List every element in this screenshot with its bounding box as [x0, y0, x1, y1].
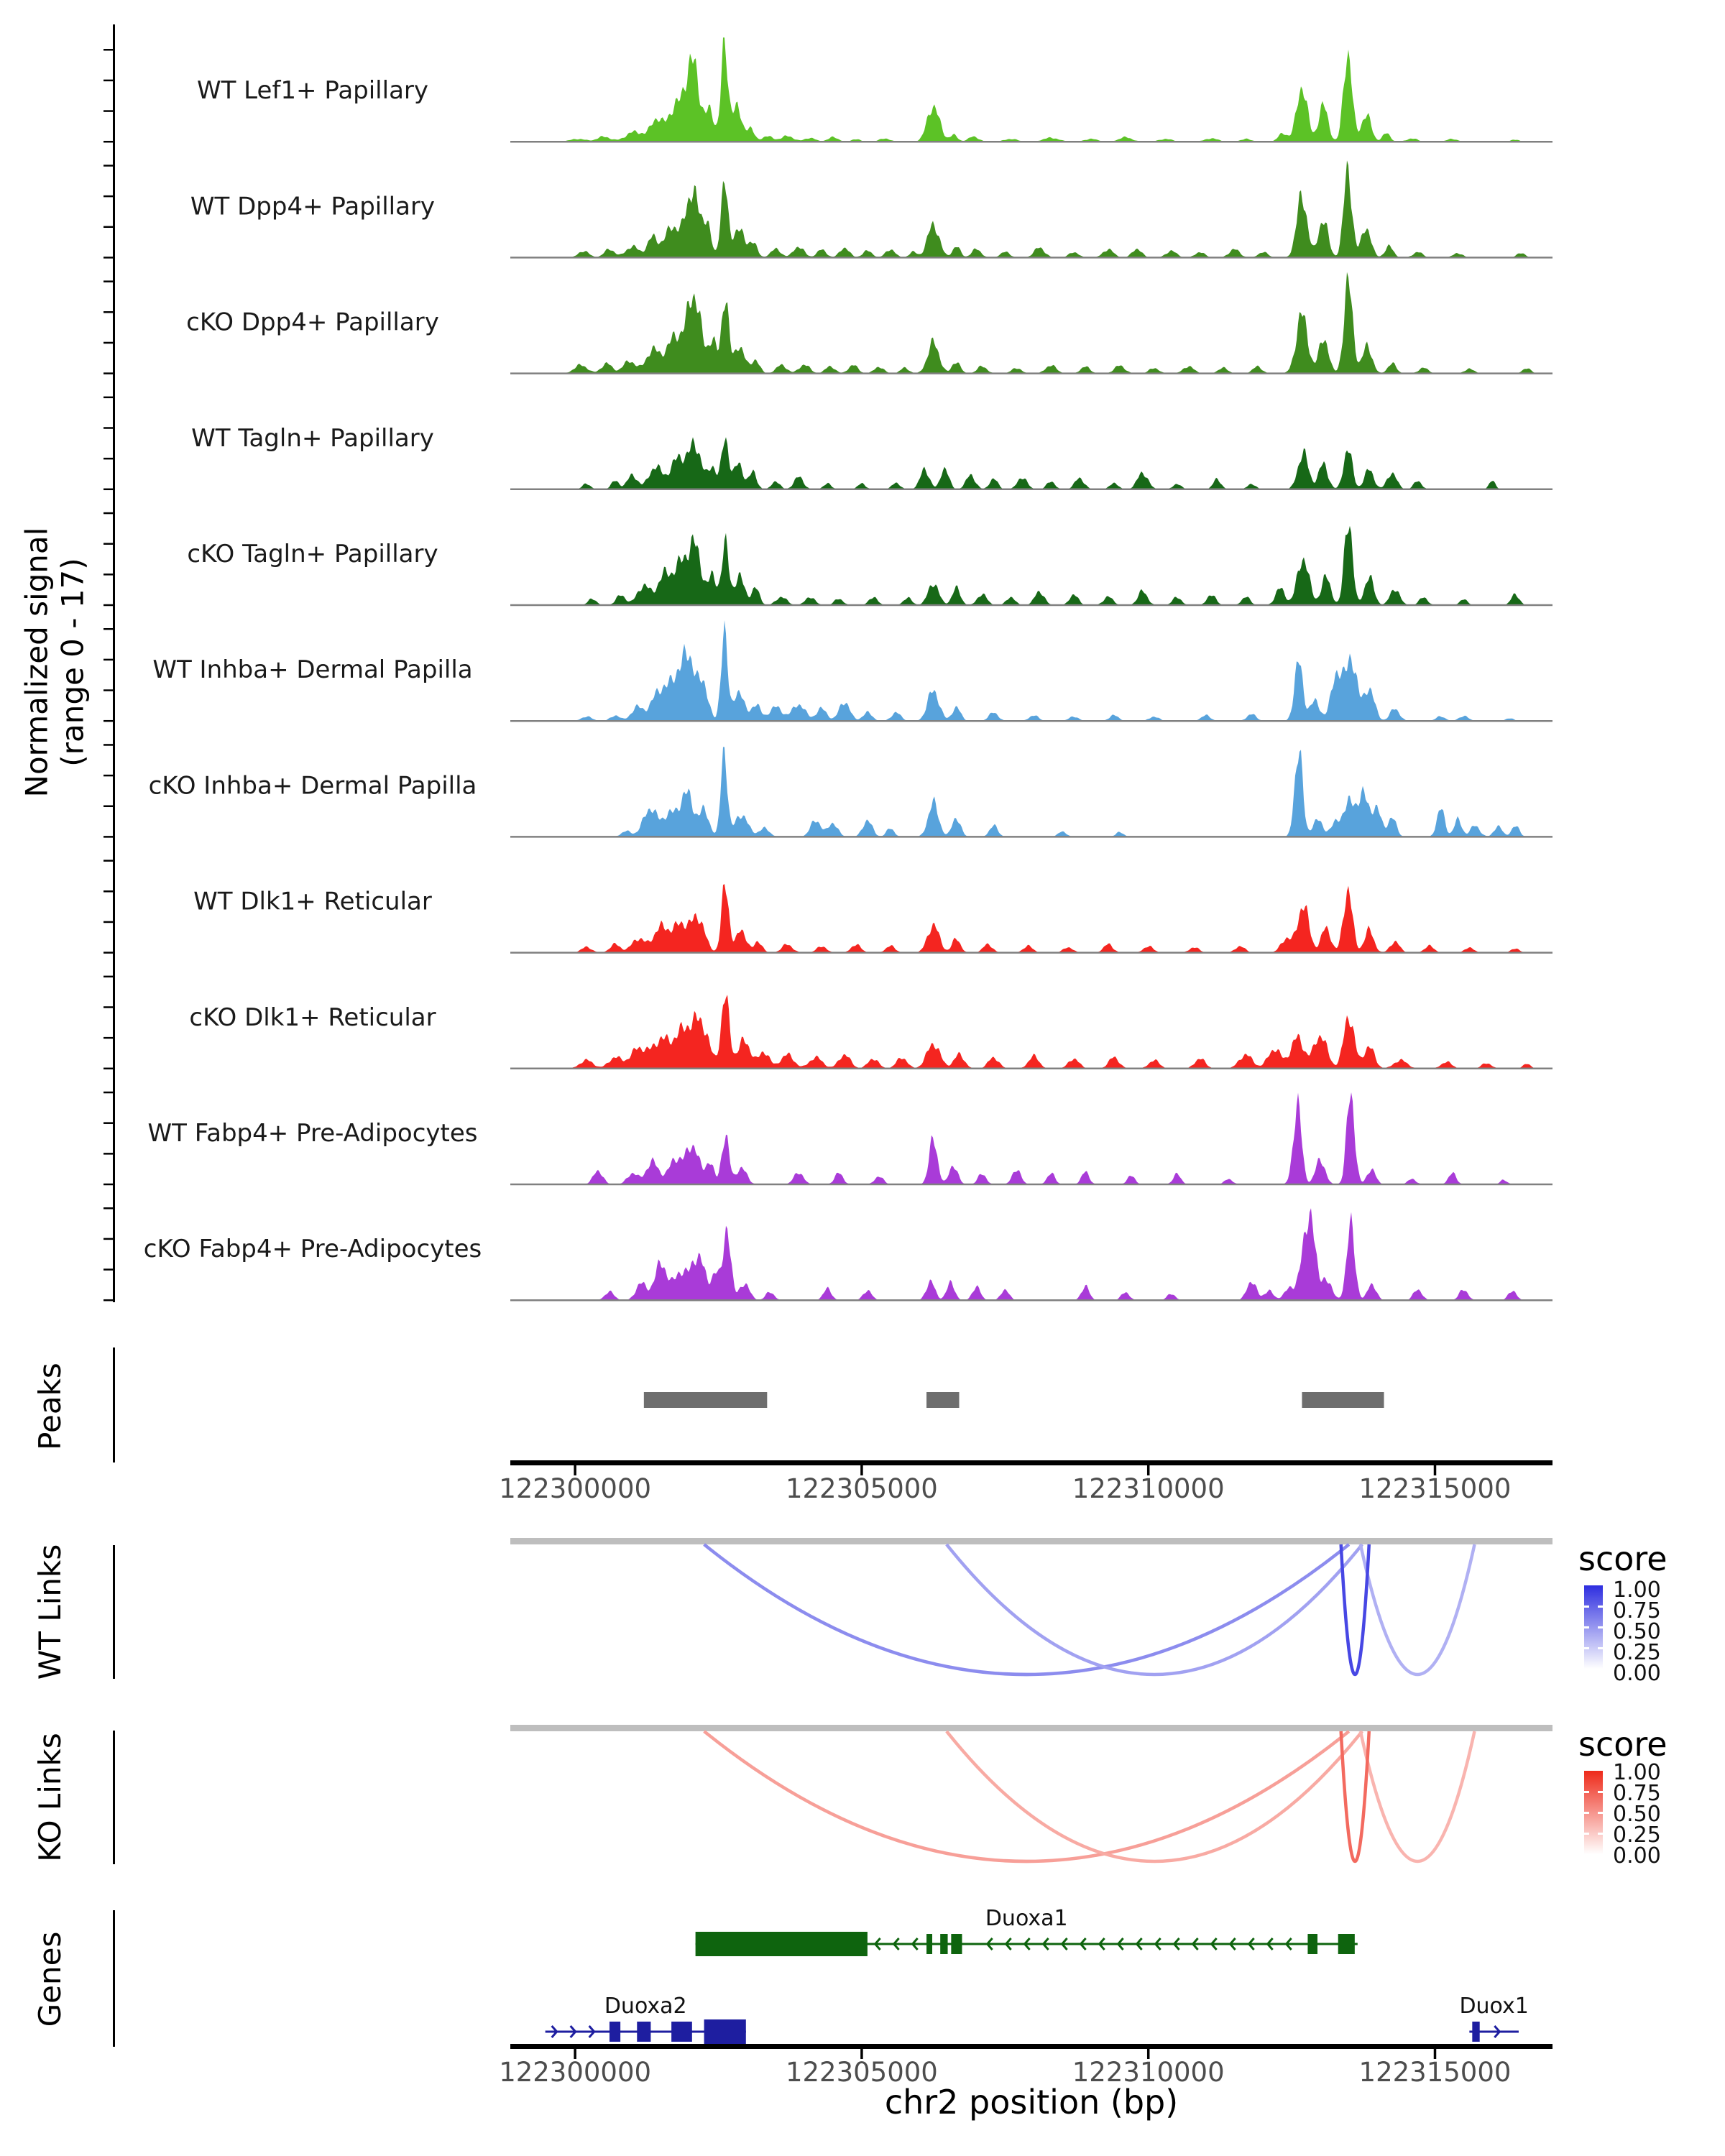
genome-axis-line: [510, 2044, 1552, 2049]
signal-track-5: [104, 620, 1552, 722]
y-axis-tick: [104, 458, 114, 460]
y-axis-tick: [104, 744, 114, 746]
y-axis-tick: [104, 195, 114, 198]
peaks-panel-label: Peaks: [32, 1363, 68, 1450]
coverage-area: [510, 526, 1552, 605]
y-axis-tick: [104, 1299, 114, 1302]
y-axis-tick: [104, 1238, 114, 1240]
y-axis-tick: [104, 836, 114, 838]
coverage-area: [510, 37, 1552, 142]
y-axis-tick: [104, 1122, 114, 1124]
panel-spine: [113, 1348, 115, 1462]
y-axis-label-line1: Normalized signal: [19, 527, 55, 798]
wt-links-track: [510, 1538, 1552, 1674]
legend-notch: [1598, 1647, 1603, 1649]
gene-exon: [610, 2022, 620, 2042]
legend-tick: 0.00: [1613, 1661, 1661, 1686]
y-axis-tick: [104, 226, 114, 229]
wt-legend-gradient-bar: [1584, 1585, 1603, 1669]
y-axis-tick: [104, 860, 114, 862]
y-axis-tick: [104, 280, 114, 282]
legend-tick: 0.50: [1613, 1802, 1661, 1827]
y-axis-tick: [104, 1184, 114, 1186]
genome-axis-tick-label: 122300000: [499, 1473, 652, 1504]
coverage-area: [510, 437, 1552, 489]
y-axis-tick: [104, 720, 114, 722]
y-axis-tick: [104, 257, 114, 259]
link-arc: [1361, 1731, 1475, 1861]
coverage-area: [510, 747, 1552, 837]
legend-tick: 0.25: [1613, 1823, 1661, 1848]
ko-links-panel-label: KO Links: [32, 1733, 68, 1862]
signal-track-9: [104, 1092, 1552, 1185]
y-axis-tick: [104, 1153, 114, 1155]
y-axis-label-line2: (range 0 - 17): [55, 558, 90, 767]
y-axis-tick: [104, 1268, 114, 1271]
signal-track-1: [104, 160, 1552, 258]
links-baseline-bar: [510, 1538, 1552, 1544]
y-axis-tick: [104, 952, 114, 954]
gene-label: Duoxa2: [604, 1994, 687, 2019]
peak-interval: [1302, 1392, 1384, 1408]
signal-track-7: [104, 860, 1552, 953]
wt-links-panel-label: WT Links: [32, 1544, 68, 1680]
y-axis-tick: [104, 80, 114, 82]
genome-axis-tick-label: 122305000: [785, 1473, 938, 1504]
wt-links-legend-title: score: [1578, 1539, 1668, 1578]
legend-notch: [1598, 1791, 1603, 1793]
y-axis-tick: [104, 659, 114, 661]
ko-legend-tick-labels: [1613, 1760, 1661, 1869]
y-axis-tick: [104, 427, 114, 429]
coverage-area: [510, 995, 1552, 1069]
signal-track-2: [104, 272, 1552, 374]
legend-notch: [1584, 1791, 1589, 1793]
gene-model-duox1: [1459, 1994, 1528, 2042]
legend-tick: 0.25: [1613, 1640, 1661, 1665]
y-axis-tick: [104, 976, 114, 978]
y-axis-tick: [104, 1207, 114, 1210]
y-axis-tick: [104, 110, 114, 112]
legend-notch: [1598, 1833, 1603, 1835]
peaks-track: [644, 1392, 1384, 1408]
signal-track-3: [104, 397, 1552, 490]
signal-track-10: [104, 1207, 1552, 1301]
coverage-area: [510, 620, 1552, 721]
gene-label: Duox1: [1459, 1994, 1529, 2019]
genome-axis-bottom: [499, 2044, 1552, 2088]
y-axis-tick: [104, 372, 114, 374]
y-axis-tick: [104, 141, 114, 143]
legend-notch: [1584, 1626, 1589, 1628]
y-axis-tick: [104, 1068, 114, 1070]
wt-legend-tick-labels: [1613, 1577, 1661, 1686]
gene-thick-exon: [704, 2019, 746, 2044]
link-arc: [1361, 1544, 1475, 1674]
panel-spine: [113, 1910, 115, 2047]
legend-notch: [1598, 1606, 1603, 1608]
y-axis-tick: [104, 311, 114, 313]
y-axis-tick: [104, 1092, 114, 1094]
genome-axis-tick-label: 122305000: [785, 2057, 938, 2088]
link-arc: [704, 1544, 1349, 1674]
y-axis-tick: [104, 342, 114, 344]
legend-tick: 0.00: [1613, 1843, 1661, 1869]
y-axis-tick: [104, 1006, 114, 1008]
gene-exon: [1307, 1934, 1317, 1954]
panel-spine: [113, 1545, 115, 1679]
y-axis-tick: [104, 489, 114, 491]
gene-model-duoxa1: [696, 1906, 1358, 1956]
coverage-area: [510, 1208, 1552, 1300]
legend-tick: 1.00: [1613, 1577, 1661, 1603]
coverage-area: [510, 272, 1552, 374]
coverage-area: [510, 884, 1552, 953]
y-axis-tick: [104, 1037, 114, 1039]
y-axis-tick: [104, 573, 114, 576]
genome-axis-line: [510, 1460, 1552, 1465]
legend-notch: [1598, 1626, 1603, 1628]
y-axis-tick: [104, 628, 114, 630]
gene-exon: [671, 2022, 692, 2042]
x-axis-title: chr2 position (bp): [884, 2083, 1179, 2122]
y-axis-tick: [104, 397, 114, 399]
gene-exon: [951, 1934, 962, 1954]
gene-thick-exon: [696, 1932, 868, 1956]
track-label: WT Fabp4+ Pre-Adipocytes: [147, 1119, 478, 1148]
legend-notch: [1584, 1812, 1589, 1814]
gene-label: Duoxa1: [985, 1906, 1068, 1931]
track-label: cKO Tagln+ Papillary: [187, 540, 438, 568]
genome-axis-tick-label: 122300000: [499, 2057, 652, 2088]
signal-track-0: [104, 37, 1552, 142]
legend-notch: [1584, 1833, 1589, 1835]
y-axis-tick: [104, 49, 114, 51]
y-axis-tick: [104, 512, 114, 515]
links-baseline-bar: [510, 1725, 1552, 1731]
legend-notch: [1584, 1647, 1589, 1649]
genome-axis-top: [499, 1460, 1552, 1504]
y-axis-tick: [104, 604, 114, 607]
gene-exon: [940, 1934, 947, 1954]
y-axis-tick: [104, 806, 114, 808]
track-label: cKO Fabp4+ Pre-Adipocytes: [143, 1235, 482, 1264]
genome-axis-tick-label: 122315000: [1358, 2057, 1512, 2088]
panel-spine: [113, 24, 115, 1302]
legend-notch: [1584, 1606, 1589, 1608]
track-label: cKO Inhba+ Dermal Papilla: [148, 771, 477, 801]
y-axis-tick: [104, 890, 114, 893]
genome-axis-tick-label: 122315000: [1358, 1473, 1512, 1504]
track-label: WT Dlk1+ Reticular: [193, 887, 432, 916]
track-label: WT Tagln+ Papillary: [191, 423, 434, 453]
track-label: WT Inhba+ Dermal Papilla: [152, 655, 473, 685]
gene-exon: [637, 2022, 650, 2042]
track-label: WT Lef1+ Papillary: [196, 76, 429, 106]
genome-axis-tick-label: 122310000: [1072, 1473, 1225, 1504]
y-axis-tick: [104, 921, 114, 923]
ko-links-legend-title: score: [1578, 1725, 1668, 1764]
y-axis-tick: [104, 775, 114, 777]
track-label: cKO Dlk1+ Reticular: [189, 1003, 436, 1032]
y-axis-tick: [104, 543, 114, 545]
coverage-area: [510, 160, 1552, 257]
gene-exon: [1338, 1934, 1355, 1954]
y-axis-tick: [104, 165, 114, 167]
coverage-area: [510, 1092, 1552, 1184]
signal-track-6: [104, 744, 1552, 837]
y-axis-tick: [104, 689, 114, 691]
signal-track-4: [104, 512, 1552, 606]
genes-panel-label: Genes: [32, 1931, 68, 2027]
ko-links-track: [510, 1725, 1552, 1861]
panel-spine: [113, 1731, 115, 1864]
gene-exon: [1472, 2022, 1479, 2042]
legend-tick: 0.50: [1613, 1619, 1661, 1644]
track-label: WT Dpp4+ Papillary: [190, 192, 436, 221]
legend-tick: 1.00: [1613, 1760, 1661, 1785]
peak-interval: [644, 1392, 767, 1408]
legend-tick: 0.75: [1613, 1598, 1661, 1623]
ko-legend-gradient-bar: [1584, 1771, 1603, 1854]
signal-track-8: [104, 976, 1552, 1069]
legend-notch: [1598, 1812, 1603, 1814]
genome-axis-tick-label: 122310000: [1072, 2057, 1225, 2088]
track-label: cKO Dpp4+ Papillary: [186, 308, 439, 337]
peak-interval: [926, 1392, 959, 1408]
legend-tick: 0.75: [1613, 1781, 1661, 1806]
y-axis-label: [19, 390, 90, 936]
gene-exon: [926, 1934, 932, 1954]
gene-model-duoxa2: [546, 1994, 746, 2044]
link-arc: [704, 1731, 1349, 1861]
